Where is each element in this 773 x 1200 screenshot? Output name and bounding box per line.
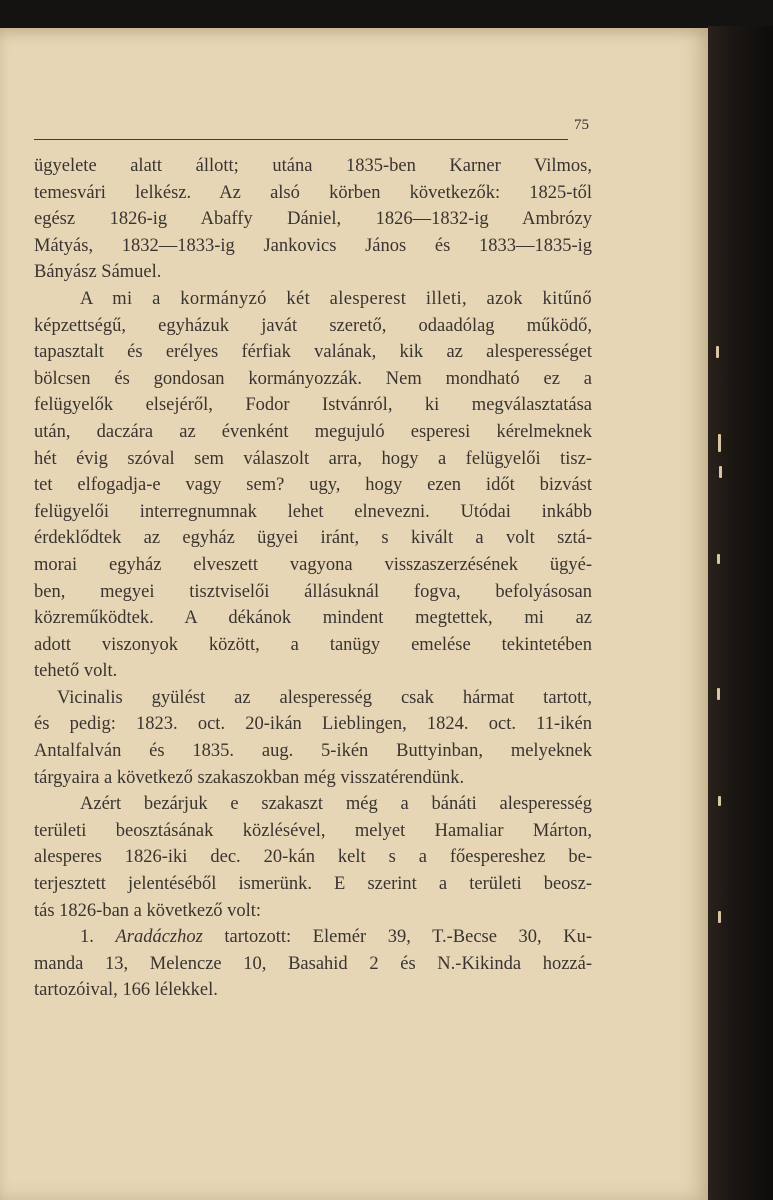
text-line: tás 1826-ban a következő volt:	[34, 900, 262, 921]
paragraph-1	[34, 153, 592, 286]
text-line: ben, megyei tisztviselői állásuknál fogva, befolyásosan	[34, 581, 592, 602]
text-line: érdeklődtek az egyház ügyei iránt, s kivált a volt sztá-	[34, 528, 592, 549]
line-rest: tartozott: Elemér 39, T.-Becse 30, Ku-	[202, 927, 592, 948]
edge-paper-fleck	[717, 688, 720, 700]
text-line: tárgyaira a következő szakaszokban még visszatérendünk.	[34, 767, 465, 788]
text-line: A mi a kormányzó két alesperest illeti, azok kitűnő	[80, 288, 592, 309]
text-line: terjesztett jelentéséből ismerünk. E szerint a területi beosz-	[34, 874, 592, 895]
text-line: bölcsen és gondosan kormányozzák. Nem mondható ez a	[34, 368, 592, 389]
page-number: 75	[574, 117, 589, 133]
text-line: Mátyás, 1832—1833-ig Jankovics János és 1833—1835-ig	[34, 235, 592, 256]
page-edge-dark-border	[708, 26, 773, 1200]
text-line: területi beosztásának közlésével, melyet Hamaliar Márton,	[34, 820, 592, 841]
text-line: Antalfalván és 1835. aug. 5-ikén Buttyinban, melyeknek	[34, 741, 592, 762]
item-number: 1.	[80, 927, 116, 948]
text-line: egész 1826-ig Abaffy Dániel, 1826—1832-ig Ambrózy	[34, 209, 592, 230]
text-line: Vicinalis gyülést az alesperesség csak hármat tartott,	[57, 687, 592, 708]
body-text	[34, 153, 592, 1004]
text-line: felügyelői interregnumnak lehet elnevezni. Utódai inkább	[34, 501, 592, 522]
edge-paper-fleck	[717, 554, 720, 564]
text-line: adott viszonyok között, a tanügy emelése tekintetében	[34, 634, 592, 655]
edge-paper-fleck	[718, 434, 721, 452]
text-line: közreműködtek. A dékánok mindent megtettek, mi az	[34, 608, 592, 629]
text-line: tehető volt.	[34, 661, 118, 682]
text-line: Bányász Sámuel.	[34, 262, 162, 283]
text-line: Azért bezárjuk e szakaszt még a bánáti alesperesség	[80, 794, 592, 815]
edge-paper-fleck	[718, 911, 721, 923]
text-line: alesperes 1826-iki dec. 20-kán kelt s a főespereshez be-	[34, 847, 592, 868]
text-line: felügyelők elsejéről, Fodor Istvánról, ki megválasztatása	[34, 395, 592, 416]
paragraph-4	[34, 791, 592, 924]
place-name-italic: Aradáczhoz	[115, 927, 203, 948]
text-line	[34, 924, 592, 951]
paragraph-5	[34, 924, 592, 1004]
text-line: és pedig: 1823. oct. 20-ikán Lieblingen, 1824. oct. 11-ikén	[34, 714, 592, 735]
edge-paper-fleck	[718, 796, 721, 806]
text-line: morai egyház elveszett vagyona visszaszerzésének ügyé-	[34, 554, 592, 575]
text-line: temesvári lelkész. Az alsó körben következők: 1825-től	[34, 182, 592, 203]
text-line: hét évig szóval sem válaszolt arra, hogy a felügyelői tisz-	[34, 448, 592, 469]
text-line: manda 13, Melencze 10, Basahid 2 és N.-Kikinda hozzá-	[34, 953, 592, 974]
text-line: tet elfogadja-e vagy sem? ugy, hogy ezen időt bizvást	[34, 475, 592, 496]
header-rule	[34, 139, 568, 140]
paragraph-2	[34, 286, 592, 685]
text-line: képzettségű, egyházuk javát szerető, odaadólag működő,	[34, 315, 592, 336]
text-line: tapasztalt és erélyes férfiak valának, kik az alesperességet	[34, 342, 592, 363]
edge-paper-fleck	[716, 346, 719, 358]
text-line: tartozóival, 166 lélekkel.	[34, 980, 218, 1001]
edge-paper-fleck	[719, 466, 722, 478]
text-line: ügyelete alatt állott; utána 1835-ben Karner Vilmos,	[34, 156, 592, 176]
text-line: után, daczára az évenként megujuló esperesi kérelmeknek	[34, 421, 592, 442]
paragraph-3	[34, 685, 592, 791]
